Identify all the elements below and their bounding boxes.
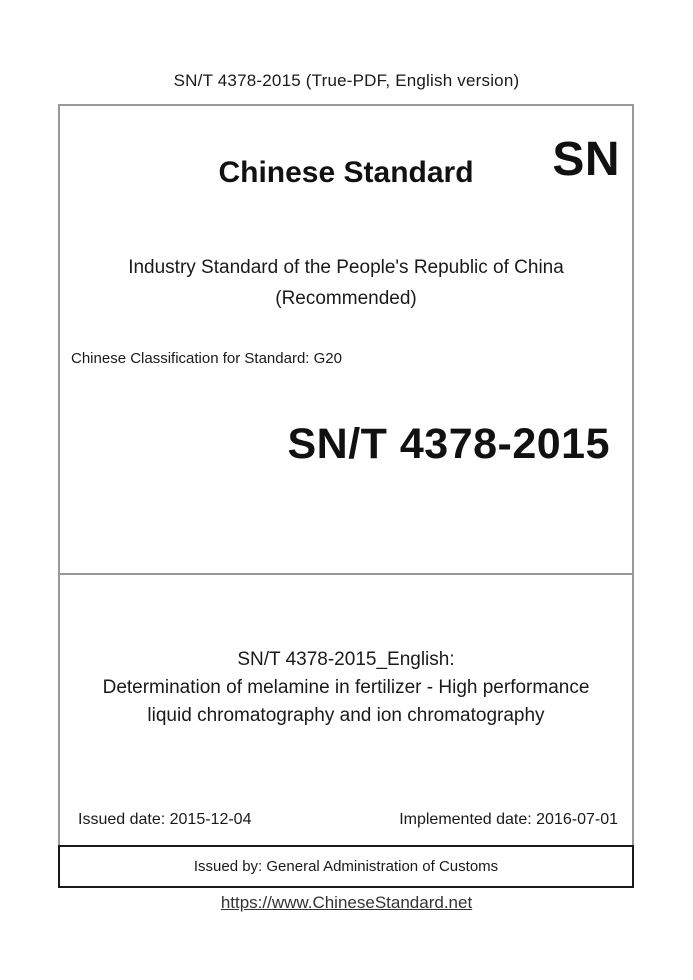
implemented-date: Implemented date: 2016-07-01 <box>399 811 618 828</box>
footer <box>0 893 693 913</box>
english-title-block <box>60 646 632 730</box>
issued-date: Issued date: 2015-12-04 <box>78 811 252 828</box>
issued-by: Issued by: General Administration of Customs <box>193 858 499 875</box>
website-link[interactable]: https://www.ChineseStandard.net <box>220 893 473 912</box>
classification-code: Chinese Classification for Standard: G20 <box>71 350 342 367</box>
standard-type-line: Industry Standard of the People's Republic of China <box>128 257 564 278</box>
cover-box <box>58 104 634 845</box>
standard-type-recommended: (Recommended) <box>275 288 417 309</box>
english-title-line-3: liquid chromatography and ion chromatography <box>147 705 545 726</box>
standard-number: SN/T 4378-2015 <box>287 420 610 468</box>
issuer-box <box>58 845 634 888</box>
page-header-title: SN/T 4378-2015 (True-PDF, English version) <box>173 71 520 90</box>
english-title-line-2: Determination of melamine in fertilizer - High performance <box>102 677 590 698</box>
english-title-line-1: SN/T 4378-2015_English: <box>237 649 455 670</box>
brand-code-sn: SN <box>552 133 620 186</box>
section-divider <box>60 573 632 575</box>
brand-title: Chinese Standard <box>218 156 474 189</box>
